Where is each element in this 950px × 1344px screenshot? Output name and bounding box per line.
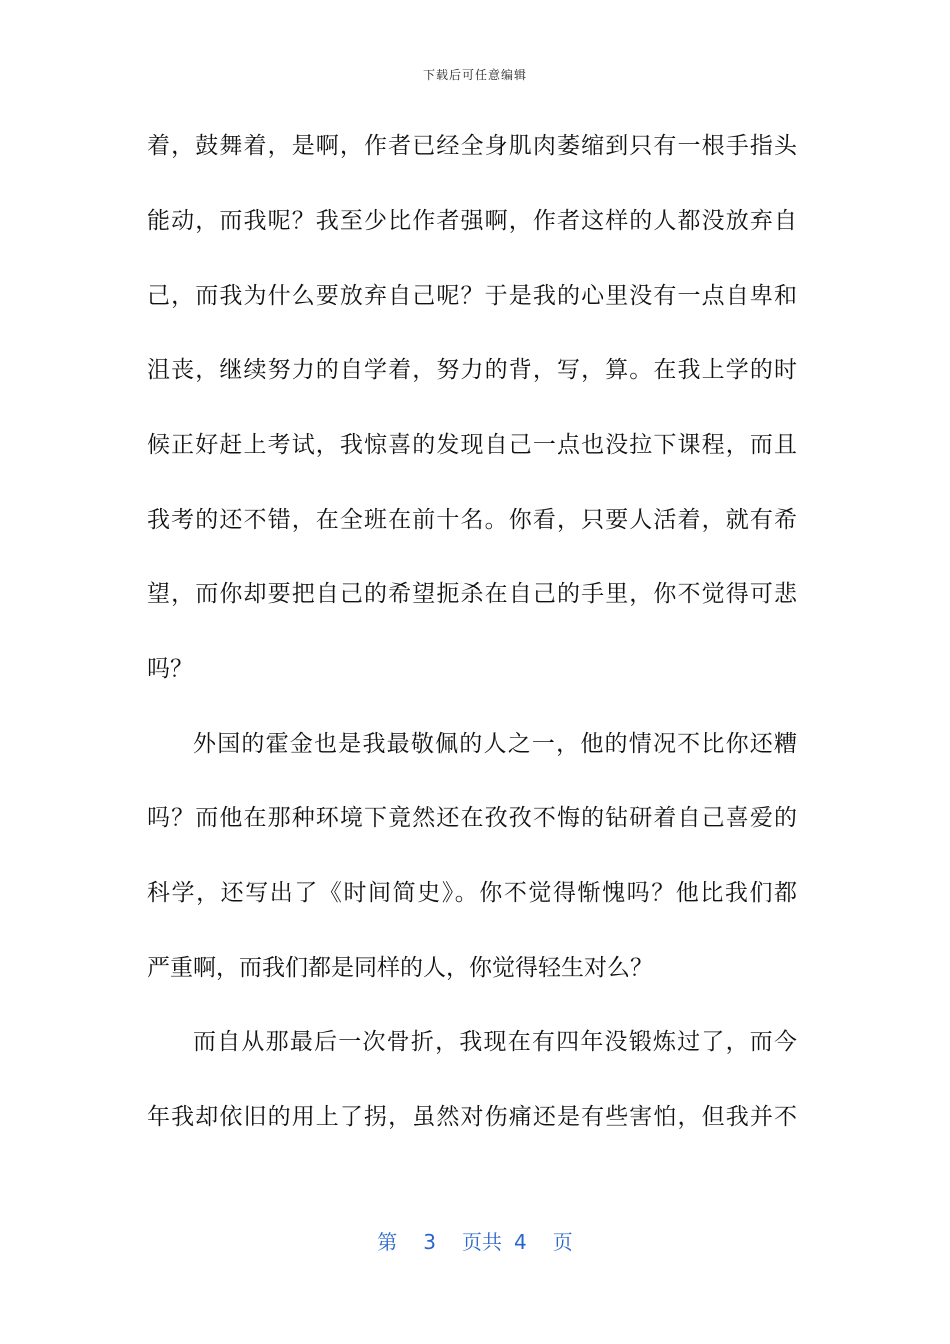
footer-middle: 页共 (462, 1230, 502, 1254)
text-line: 候正好赶上考试，我惊喜的发现自己一点也没拉下课程，而且 (147, 432, 797, 458)
paragraph-first-line: 外国的霍金也是我最敬佩的人之一，他的情况不比你还糟 (193, 731, 797, 757)
text-line: 沮丧，继续努力的自学着，努力的背，写，算。在我上学的时 (147, 357, 797, 383)
text-line: 望，而你却要把自己的希望扼杀在自己的手里，你不觉得可悲 (147, 581, 797, 607)
text-line: 年我却依旧的用上了拐，虽然对伤痛还是有些害怕，但我并不 (147, 1104, 797, 1130)
paragraph-first-line: 而自从那最后一次骨折，我现在有四年没锻炼过了，而今 (193, 1029, 797, 1055)
text-line: 科学，还写出了《时间简史》。你不觉得惭愧吗？他比我们都 (147, 880, 797, 906)
text-line: 吗？ (147, 656, 193, 682)
total-page-number: 4 (514, 1230, 527, 1254)
current-page-number: 3 (423, 1230, 436, 1254)
footer-prefix: 第 (377, 1230, 398, 1254)
page-footer (0, 1226, 950, 1255)
text-line: 着，鼓舞着，是啊，作者已经全身肌肉萎缩到只有一根手指头 (147, 133, 797, 159)
footer-suffix: 页 (552, 1230, 573, 1254)
text-line: 吗？而他在那种环境下竟然还在孜孜不悔的钻研着自己喜爱的 (147, 805, 797, 831)
text-line: 严重啊，而我们都是同样的人，你觉得轻生对么？ (147, 955, 653, 981)
page-header-note: 下载后可任意编辑 (422, 68, 527, 82)
text-line: 我考的还不错，在全班在前十名。你看，只要人活着，就有希 (147, 507, 797, 533)
text-line: 己，而我为什么要放弃自己呢？于是我的心里没有一点自卑和 (147, 283, 797, 309)
text-line: 能动，而我呢？我至少比作者强啊，作者这样的人都没放弃自 (147, 208, 797, 234)
